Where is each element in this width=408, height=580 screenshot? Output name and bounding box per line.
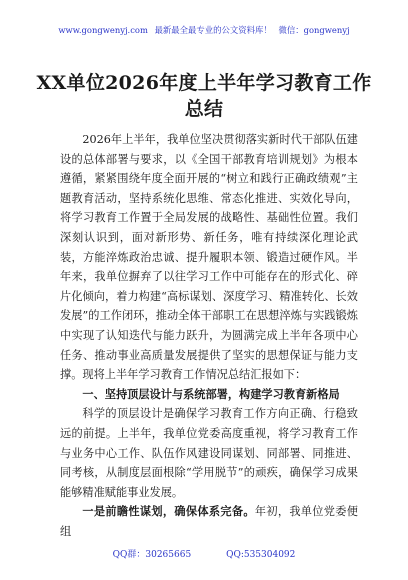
- subsection-text: 年初，我单位党委便组: [60, 505, 358, 538]
- subsection-lead: 一是前瞻性谋划，确保体系完备。: [82, 504, 255, 519]
- document-title: XX单位2026年度上半年学习教育工作总结: [36, 72, 372, 120]
- section-paragraph: 科学的顶层设计是确保学习教育工作方向正确、行稳致远的前提。上半年，我单位党委高度重视，将学习教育工作与业务中心工作、队伍作风建设同谋划、同部署、同推进、同考核，从制度层面根除“学用脱节”的顽疾，确保学习成果能够精准赋能事业发展。: [60, 407, 358, 499]
- footer-qq-group: QQ群：30265665: [112, 550, 192, 560]
- header-wechat: 微信：gongwenyj: [278, 25, 350, 35]
- subsection-paragraph: [60, 502, 358, 541]
- header-website-link[interactable]: www.gongwenyj.com: [58, 25, 148, 35]
- intro-paragraph: 2026年上半年，我单位坚决贯彻落实新时代干部队伍建设的总体部署与要求，以《全国干部教育培训规划》为根本遵循，紧紧围绕年度全面开展的“树立和践行正确政绩观”主题教育活动，坚持系统化思维、常态化推进、实效化导向，将学习教育工作置于全局发展的战略性、基础性位置。我们深刻认识到，面对新形势、新任务，唯有持续深化理论武装，方能淬炼政治忠诚、提升履职本领、锻造过硬作风。半年来，我单位摒弃了以往学习工作中可能存在的形式化、碎片化倾向，着力构建“高标谋划、深度学习、精准转化、长效发展”的工作闭环，推动全体干部职工在思想淬炼与实践锻炼中实现了认知迭代与能力跃升，为圆满完成上半年各项中心任务、推动事业高质量发展提供了坚实的思想保证与能力支撑。现将上半年学习教育工作情况总结汇报如下：: [60, 133, 358, 382]
- header-contact-bar: [20, 24, 388, 36]
- section-heading: 一、坚持顶层设计与系统部署，构建学习教育新格局: [82, 386, 340, 401]
- header-tagline: 最新最全最专业的公文资料库！: [154, 25, 272, 35]
- footer-contact-bar: [0, 547, 408, 560]
- document-body: [60, 130, 358, 541]
- footer-qq: QQ:535304092: [226, 550, 296, 560]
